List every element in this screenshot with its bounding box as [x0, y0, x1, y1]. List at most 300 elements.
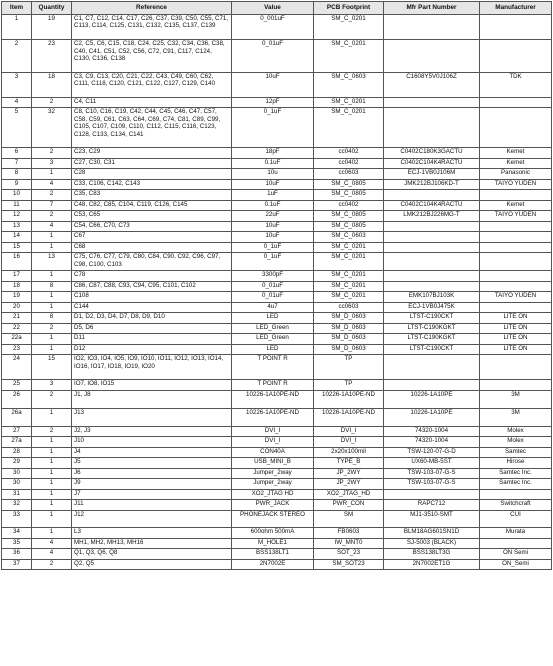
cell-value: XO2_JTAG HD	[232, 489, 314, 500]
table-row	[2, 538, 552, 549]
cell-item: 32	[2, 500, 32, 511]
cell-reference: J11	[72, 500, 232, 511]
cell-quantity: 1	[32, 408, 72, 426]
header-row	[2, 2, 552, 15]
cell-item: 15	[2, 242, 32, 253]
bom-table	[1, 1, 552, 570]
table-row	[2, 242, 552, 253]
header-value: Value	[232, 2, 314, 15]
cell-item: 27	[2, 426, 32, 437]
table-row	[2, 437, 552, 448]
cell-manufacturer: ON_Semi	[480, 559, 552, 570]
cell-mfr-part-number	[384, 380, 480, 391]
table-row	[2, 253, 552, 271]
cell-value: Jumper_2way	[232, 479, 314, 490]
cell-mfr-part-number	[384, 253, 480, 271]
cell-item: 5	[2, 108, 32, 148]
table-header	[2, 2, 552, 15]
cell-value: LED	[232, 313, 314, 324]
cell-item: 25	[2, 380, 32, 391]
cell-pcb-footprint: SM_C_0805	[314, 190, 384, 201]
cell-pcb-footprint: cc0402	[314, 200, 384, 211]
cell-pcb-footprint: XO2_JTAG_HD	[314, 489, 384, 500]
table-row	[2, 355, 552, 380]
cell-reference: C27, C30, C31	[72, 158, 232, 169]
cell-item: 17	[2, 271, 32, 282]
cell-quantity: 1	[32, 458, 72, 469]
cell-reference: D11	[72, 334, 232, 345]
table-row	[2, 528, 552, 539]
cell-item: 7	[2, 158, 32, 169]
cell-manufacturer	[480, 489, 552, 500]
cell-reference: C68	[72, 242, 232, 253]
cell-reference: C67	[72, 232, 232, 243]
cell-mfr-part-number: C0402C104K4RACTU	[384, 158, 480, 169]
cell-reference: D1, D2, D3, D4, D7, D8, D9, D10	[72, 313, 232, 324]
table-row	[2, 344, 552, 355]
cell-manufacturer: TAIYO YUDEN	[480, 211, 552, 222]
cell-value: LED	[232, 344, 314, 355]
cell-pcb-footprint: cc0603	[314, 302, 384, 313]
cell-quantity: 2	[32, 559, 72, 570]
cell-reference: C48, C82, C85, C104, C119, C126, C145	[72, 200, 232, 211]
cell-mfr-part-number: EMK107BJ103K	[384, 292, 480, 303]
cell-reference: J9	[72, 479, 232, 490]
cell-quantity: 2	[32, 97, 72, 108]
cell-value: 0_001uF	[232, 15, 314, 40]
cell-mfr-part-number: SJ-5003 (BLACK)	[384, 538, 480, 549]
table-row	[2, 408, 552, 426]
cell-quantity: 2	[32, 148, 72, 159]
cell-value: 600ohm 500mA	[232, 528, 314, 539]
cell-item: 9	[2, 179, 32, 190]
cell-item: 26a	[2, 408, 32, 426]
cell-reference: MH1, MH2, MH13, MH16	[72, 538, 232, 549]
cell-manufacturer: Molex	[480, 437, 552, 448]
cell-reference: C75, C76, C77, C79, C80, C84, C90, C92, C96, C97, C98, C100, C103	[72, 253, 232, 271]
cell-quantity: 1	[32, 169, 72, 180]
cell-manufacturer: Samtec Inc.	[480, 468, 552, 479]
cell-pcb-footprint: SM_C_0805	[314, 179, 384, 190]
cell-quantity: 1	[32, 437, 72, 448]
cell-pcb-footprint: SM_C_0201	[314, 97, 384, 108]
cell-manufacturer: 3M	[480, 390, 552, 408]
cell-mfr-part-number: 10226-1A10PE	[384, 390, 480, 408]
cell-mfr-part-number	[384, 271, 480, 282]
cell-pcb-footprint: 2x20x100mil	[314, 447, 384, 458]
cell-quantity: 3	[32, 380, 72, 391]
cell-item: 11	[2, 200, 32, 211]
cell-quantity: 4	[32, 221, 72, 232]
cell-value: 10uF	[232, 179, 314, 190]
cell-reference: C3, C9, C13, C20, C21, C22, C43, C49, C60, C62, C111, C118, C120, C121, C122, C127, C129, C140	[72, 72, 232, 97]
cell-mfr-part-number: JMK212BJ106KD-T	[384, 179, 480, 190]
cell-value: T POINT R	[232, 355, 314, 380]
cell-reference: L3	[72, 528, 232, 539]
cell-value: 18pF	[232, 148, 314, 159]
cell-pcb-footprint: cc0402	[314, 158, 384, 169]
cell-quantity: 1	[32, 242, 72, 253]
header-item: Item	[2, 2, 32, 15]
cell-quantity: 15	[32, 355, 72, 380]
table-row	[2, 479, 552, 490]
cell-reference: J5	[72, 458, 232, 469]
header-reference: Reference	[72, 2, 232, 15]
cell-manufacturer: Molex	[480, 426, 552, 437]
cell-reference: J4	[72, 447, 232, 458]
cell-item: 6	[2, 148, 32, 159]
cell-mfr-part-number: 10226-1A10PE	[384, 408, 480, 426]
header-pcb-footprint: PCB Footprint	[314, 2, 384, 15]
cell-quantity: 7	[32, 200, 72, 211]
cell-item: 31	[2, 489, 32, 500]
header-manufacturer: Manufacturer	[480, 2, 552, 15]
cell-item: 20	[2, 302, 32, 313]
cell-mfr-part-number: C0402C180K3GACTU	[384, 148, 480, 159]
cell-mfr-part-number: LTST-C190KGKT	[384, 323, 480, 334]
cell-manufacturer: Switchcraft	[480, 500, 552, 511]
cell-quantity: 1	[32, 468, 72, 479]
cell-item: 24	[2, 355, 32, 380]
cell-manufacturer	[480, 253, 552, 271]
cell-reference: J7	[72, 489, 232, 500]
cell-value: 10226-1A10PE-ND	[232, 408, 314, 426]
cell-reference: C108	[72, 292, 232, 303]
cell-mfr-part-number: ECJ-1VB0J475K	[384, 302, 480, 313]
cell-pcb-footprint: PWR_CON	[314, 500, 384, 511]
cell-mfr-part-number: C1608Y5V0J106Z	[384, 72, 480, 97]
table-row	[2, 211, 552, 222]
cell-quantity: 1	[32, 510, 72, 528]
cell-item: 29	[2, 458, 32, 469]
table-row	[2, 108, 552, 148]
cell-value: 10226-1A10PE-ND	[232, 390, 314, 408]
cell-quantity: 1	[32, 447, 72, 458]
cell-value: 10uF	[232, 232, 314, 243]
cell-quantity: 18	[32, 72, 72, 97]
cell-quantity: 13	[32, 253, 72, 271]
cell-item: 37	[2, 559, 32, 570]
table-body	[2, 15, 552, 570]
cell-reference: D12	[72, 344, 232, 355]
cell-quantity: 1	[32, 232, 72, 243]
cell-manufacturer: CUI	[480, 510, 552, 528]
cell-manufacturer: Samtec	[480, 447, 552, 458]
cell-value: 4u7	[232, 302, 314, 313]
cell-manufacturer	[480, 380, 552, 391]
cell-item: 30	[2, 479, 32, 490]
cell-reference: C33, C106, C142, C143	[72, 179, 232, 190]
cell-mfr-part-number: BLM18AG601SN1D	[384, 528, 480, 539]
table-row	[2, 447, 552, 458]
cell-item: 2	[2, 40, 32, 73]
cell-value: PHONEJACK STEREO	[232, 510, 314, 528]
cell-value: DVI_I	[232, 426, 314, 437]
cell-mfr-part-number: BSS138LT3G	[384, 549, 480, 560]
cell-quantity: 1	[32, 500, 72, 511]
cell-mfr-part-number: ECJ-1VB0J106M	[384, 169, 480, 180]
cell-pcb-footprint: cc0603	[314, 169, 384, 180]
table-row	[2, 313, 552, 324]
cell-reference: C144	[72, 302, 232, 313]
table-row	[2, 549, 552, 560]
cell-quantity: 2	[32, 390, 72, 408]
cell-item: 13	[2, 221, 32, 232]
cell-manufacturer: Kemet	[480, 200, 552, 211]
cell-pcb-footprint: SM_C_0201	[314, 15, 384, 40]
cell-manufacturer: Samtec Inc.	[480, 479, 552, 490]
cell-quantity: 3	[32, 158, 72, 169]
cell-value: 0_1uF	[232, 242, 314, 253]
cell-item: 3	[2, 72, 32, 97]
cell-quantity: 1	[32, 479, 72, 490]
cell-item: 23	[2, 344, 32, 355]
cell-manufacturer: LITE ON	[480, 334, 552, 345]
cell-item: 10	[2, 190, 32, 201]
table-row	[2, 323, 552, 334]
cell-reference: Q2, Q5	[72, 559, 232, 570]
cell-mfr-part-number: LTST-C190CKT	[384, 313, 480, 324]
cell-mfr-part-number	[384, 15, 480, 40]
cell-mfr-part-number: LTST-C190KGKT	[384, 334, 480, 345]
cell-quantity: 1	[32, 302, 72, 313]
table-row	[2, 489, 552, 500]
cell-mfr-part-number: C0402C104K4RACTU	[384, 200, 480, 211]
cell-quantity: 32	[32, 108, 72, 148]
cell-pcb-footprint: SM_C_0201	[314, 40, 384, 73]
cell-quantity: 2	[32, 426, 72, 437]
cell-quantity: 1	[32, 344, 72, 355]
cell-manufacturer: LITE ON	[480, 344, 552, 355]
cell-value: 10uF	[232, 221, 314, 232]
cell-reference: J13	[72, 408, 232, 426]
cell-quantity: 23	[32, 40, 72, 73]
cell-pcb-footprint: TP	[314, 355, 384, 380]
cell-mfr-part-number: LTST-C190CKT	[384, 344, 480, 355]
cell-pcb-footprint: JP_2WY	[314, 479, 384, 490]
table-row	[2, 468, 552, 479]
cell-mfr-part-number	[384, 489, 480, 500]
cell-mfr-part-number: 74320-1004	[384, 426, 480, 437]
cell-mfr-part-number	[384, 221, 480, 232]
cell-manufacturer	[480, 281, 552, 292]
table-row	[2, 179, 552, 190]
cell-value: 3300pF	[232, 271, 314, 282]
cell-reference: C53, C65	[72, 211, 232, 222]
cell-item: 12	[2, 211, 32, 222]
cell-quantity: 8	[32, 281, 72, 292]
table-row	[2, 559, 552, 570]
cell-pcb-footprint: SM_C_0805	[314, 221, 384, 232]
cell-mfr-part-number	[384, 232, 480, 243]
table-row	[2, 510, 552, 528]
cell-value: 0.1uF	[232, 200, 314, 211]
cell-pcb-footprint: SM_C_0201	[314, 281, 384, 292]
cell-manufacturer	[480, 538, 552, 549]
cell-manufacturer: Kemet	[480, 158, 552, 169]
cell-pcb-footprint: DVI_I	[314, 426, 384, 437]
cell-manufacturer: LITE ON	[480, 323, 552, 334]
cell-value: CON40A	[232, 447, 314, 458]
cell-reference: IO7, IO8, IO15	[72, 380, 232, 391]
cell-quantity: 4	[32, 179, 72, 190]
table-row	[2, 158, 552, 169]
cell-item: 33	[2, 510, 32, 528]
table-row	[2, 334, 552, 345]
cell-quantity: 8	[32, 313, 72, 324]
cell-quantity: 1	[32, 528, 72, 539]
cell-mfr-part-number	[384, 355, 480, 380]
cell-mfr-part-number: RAPC712	[384, 500, 480, 511]
cell-value: DVI_I	[232, 437, 314, 448]
cell-value: 12pF	[232, 97, 314, 108]
cell-item: 22	[2, 323, 32, 334]
cell-pcb-footprint: FB0603	[314, 528, 384, 539]
cell-manufacturer: Murata	[480, 528, 552, 539]
cell-item: 8	[2, 169, 32, 180]
cell-item: 14	[2, 232, 32, 243]
cell-value: 10uF	[232, 72, 314, 97]
cell-item: 27a	[2, 437, 32, 448]
cell-item: 28	[2, 447, 32, 458]
cell-value: LED_Green	[232, 334, 314, 345]
cell-value: T POINT R	[232, 380, 314, 391]
table-row	[2, 72, 552, 97]
cell-value: 0_01uF	[232, 292, 314, 303]
table-row	[2, 426, 552, 437]
cell-pcb-footprint: SM_C_0805	[314, 211, 384, 222]
table-row	[2, 281, 552, 292]
cell-manufacturer	[480, 108, 552, 148]
cell-reference: C28	[72, 169, 232, 180]
table-row	[2, 232, 552, 243]
cell-reference: J10	[72, 437, 232, 448]
cell-manufacturer	[480, 355, 552, 380]
cell-manufacturer	[480, 190, 552, 201]
cell-pcb-footprint: SM_C_0201	[314, 242, 384, 253]
cell-mfr-part-number	[384, 242, 480, 253]
table-row	[2, 221, 552, 232]
cell-item: 16	[2, 253, 32, 271]
table-row	[2, 200, 552, 211]
table-row	[2, 97, 552, 108]
cell-pcb-footprint: SM_C_0603	[314, 232, 384, 243]
cell-mfr-part-number: TSW-103-07-G-S	[384, 479, 480, 490]
table-row	[2, 302, 552, 313]
cell-reference: C4, C11	[72, 97, 232, 108]
cell-value: 10u	[232, 169, 314, 180]
cell-value: PWR_JACK	[232, 500, 314, 511]
cell-manufacturer: 3M	[480, 408, 552, 426]
cell-manufacturer	[480, 40, 552, 73]
cell-manufacturer: ON Semi	[480, 549, 552, 560]
cell-mfr-part-number: 74320-1004	[384, 437, 480, 448]
cell-reference: D5, D6	[72, 323, 232, 334]
table-row	[2, 169, 552, 180]
cell-reference: C86, C87, C88, C93, C94, C95, C101, C102	[72, 281, 232, 292]
cell-pcb-footprint: SOT_23	[314, 549, 384, 560]
cell-value: 0_1uF	[232, 108, 314, 148]
table-row	[2, 148, 552, 159]
cell-mfr-part-number	[384, 190, 480, 201]
cell-item: 34	[2, 528, 32, 539]
cell-pcb-footprint: 10226-1A10PE-ND	[314, 408, 384, 426]
cell-item: 21	[2, 313, 32, 324]
cell-item: 4	[2, 97, 32, 108]
cell-pcb-footprint: IW_MNT0	[314, 538, 384, 549]
cell-reference: J2, J3	[72, 426, 232, 437]
cell-manufacturer	[480, 302, 552, 313]
cell-pcb-footprint: SM_C_0201	[314, 108, 384, 148]
cell-value: BSS138LT1	[232, 549, 314, 560]
table-row	[2, 500, 552, 511]
cell-reference: C2, C5, C6, C15, C18, C24, C25, C32, C34, C36, C38, C40, C41, C51, C52, C56, C72, C91, C117, C124, C130, C136, C138	[72, 40, 232, 73]
cell-manufacturer	[480, 242, 552, 253]
cell-reference: J6	[72, 468, 232, 479]
cell-manufacturer	[480, 97, 552, 108]
cell-quantity: 1	[32, 334, 72, 345]
cell-pcb-footprint: JP_2WY	[314, 468, 384, 479]
cell-pcb-footprint: cc0402	[314, 148, 384, 159]
cell-value: 0_01uF	[232, 281, 314, 292]
cell-item: 19	[2, 292, 32, 303]
cell-quantity: 1	[32, 292, 72, 303]
cell-item: 30	[2, 468, 32, 479]
cell-value: 0_01uF	[232, 40, 314, 73]
table-row	[2, 40, 552, 73]
cell-quantity: 2	[32, 211, 72, 222]
cell-manufacturer: TAIYO YUDEN	[480, 179, 552, 190]
cell-item: 35	[2, 538, 32, 549]
cell-manufacturer: Panasonic	[480, 169, 552, 180]
cell-item: 1	[2, 15, 32, 40]
cell-value: 0.1uF	[232, 158, 314, 169]
cell-pcb-footprint: DVI_I	[314, 437, 384, 448]
cell-manufacturer	[480, 221, 552, 232]
cell-mfr-part-number	[384, 40, 480, 73]
cell-reference: C23, C29	[72, 148, 232, 159]
cell-pcb-footprint: TYPE_B	[314, 458, 384, 469]
cell-quantity: 4	[32, 538, 72, 549]
cell-mfr-part-number: 2N7002ET1G	[384, 559, 480, 570]
cell-pcb-footprint: 10226-1A10PE-ND	[314, 390, 384, 408]
cell-mfr-part-number: LMK212BJ226MG-T	[384, 211, 480, 222]
table-row	[2, 271, 552, 282]
cell-quantity: 1	[32, 489, 72, 500]
cell-reference: C8, C10, C16, C19, C42, C44, C45, C46, C47, C57, C58, C59, C61, C63, C64, C69, C74, C81, C89, C99, C105, C107, C109, C110, C112, C115, C116, C123, C128, C133, C134, C141	[72, 108, 232, 148]
cell-pcb-footprint: SM_C_0603	[314, 72, 384, 97]
cell-manufacturer: Hirose	[480, 458, 552, 469]
cell-quantity: 2	[32, 190, 72, 201]
cell-reference: Q1, Q3, Q6, Q8	[72, 549, 232, 560]
header-quantity: Quantity	[32, 2, 72, 15]
bom-table-container	[1, 1, 552, 570]
table-row	[2, 390, 552, 408]
cell-pcb-footprint: SM_D_0603	[314, 313, 384, 324]
cell-pcb-footprint: SM_D_0603	[314, 334, 384, 345]
cell-pcb-footprint: SM_C_0201	[314, 253, 384, 271]
cell-mfr-part-number: UX60-MB-5ST	[384, 458, 480, 469]
cell-mfr-part-number	[384, 97, 480, 108]
cell-manufacturer: LITE ON	[480, 313, 552, 324]
cell-value: 0_1uF	[232, 253, 314, 271]
cell-pcb-footprint: SM_C_0201	[314, 271, 384, 282]
cell-item: 18	[2, 281, 32, 292]
cell-value: 2N7002E	[232, 559, 314, 570]
cell-reference: IO2, IO3, IO4, IO5, IO9, IO10, IO11, IO12, IO13, IO14, IO16, IO17, IO18, IO19, IO20	[72, 355, 232, 380]
table-row	[2, 458, 552, 469]
cell-manufacturer: Kemet	[480, 148, 552, 159]
